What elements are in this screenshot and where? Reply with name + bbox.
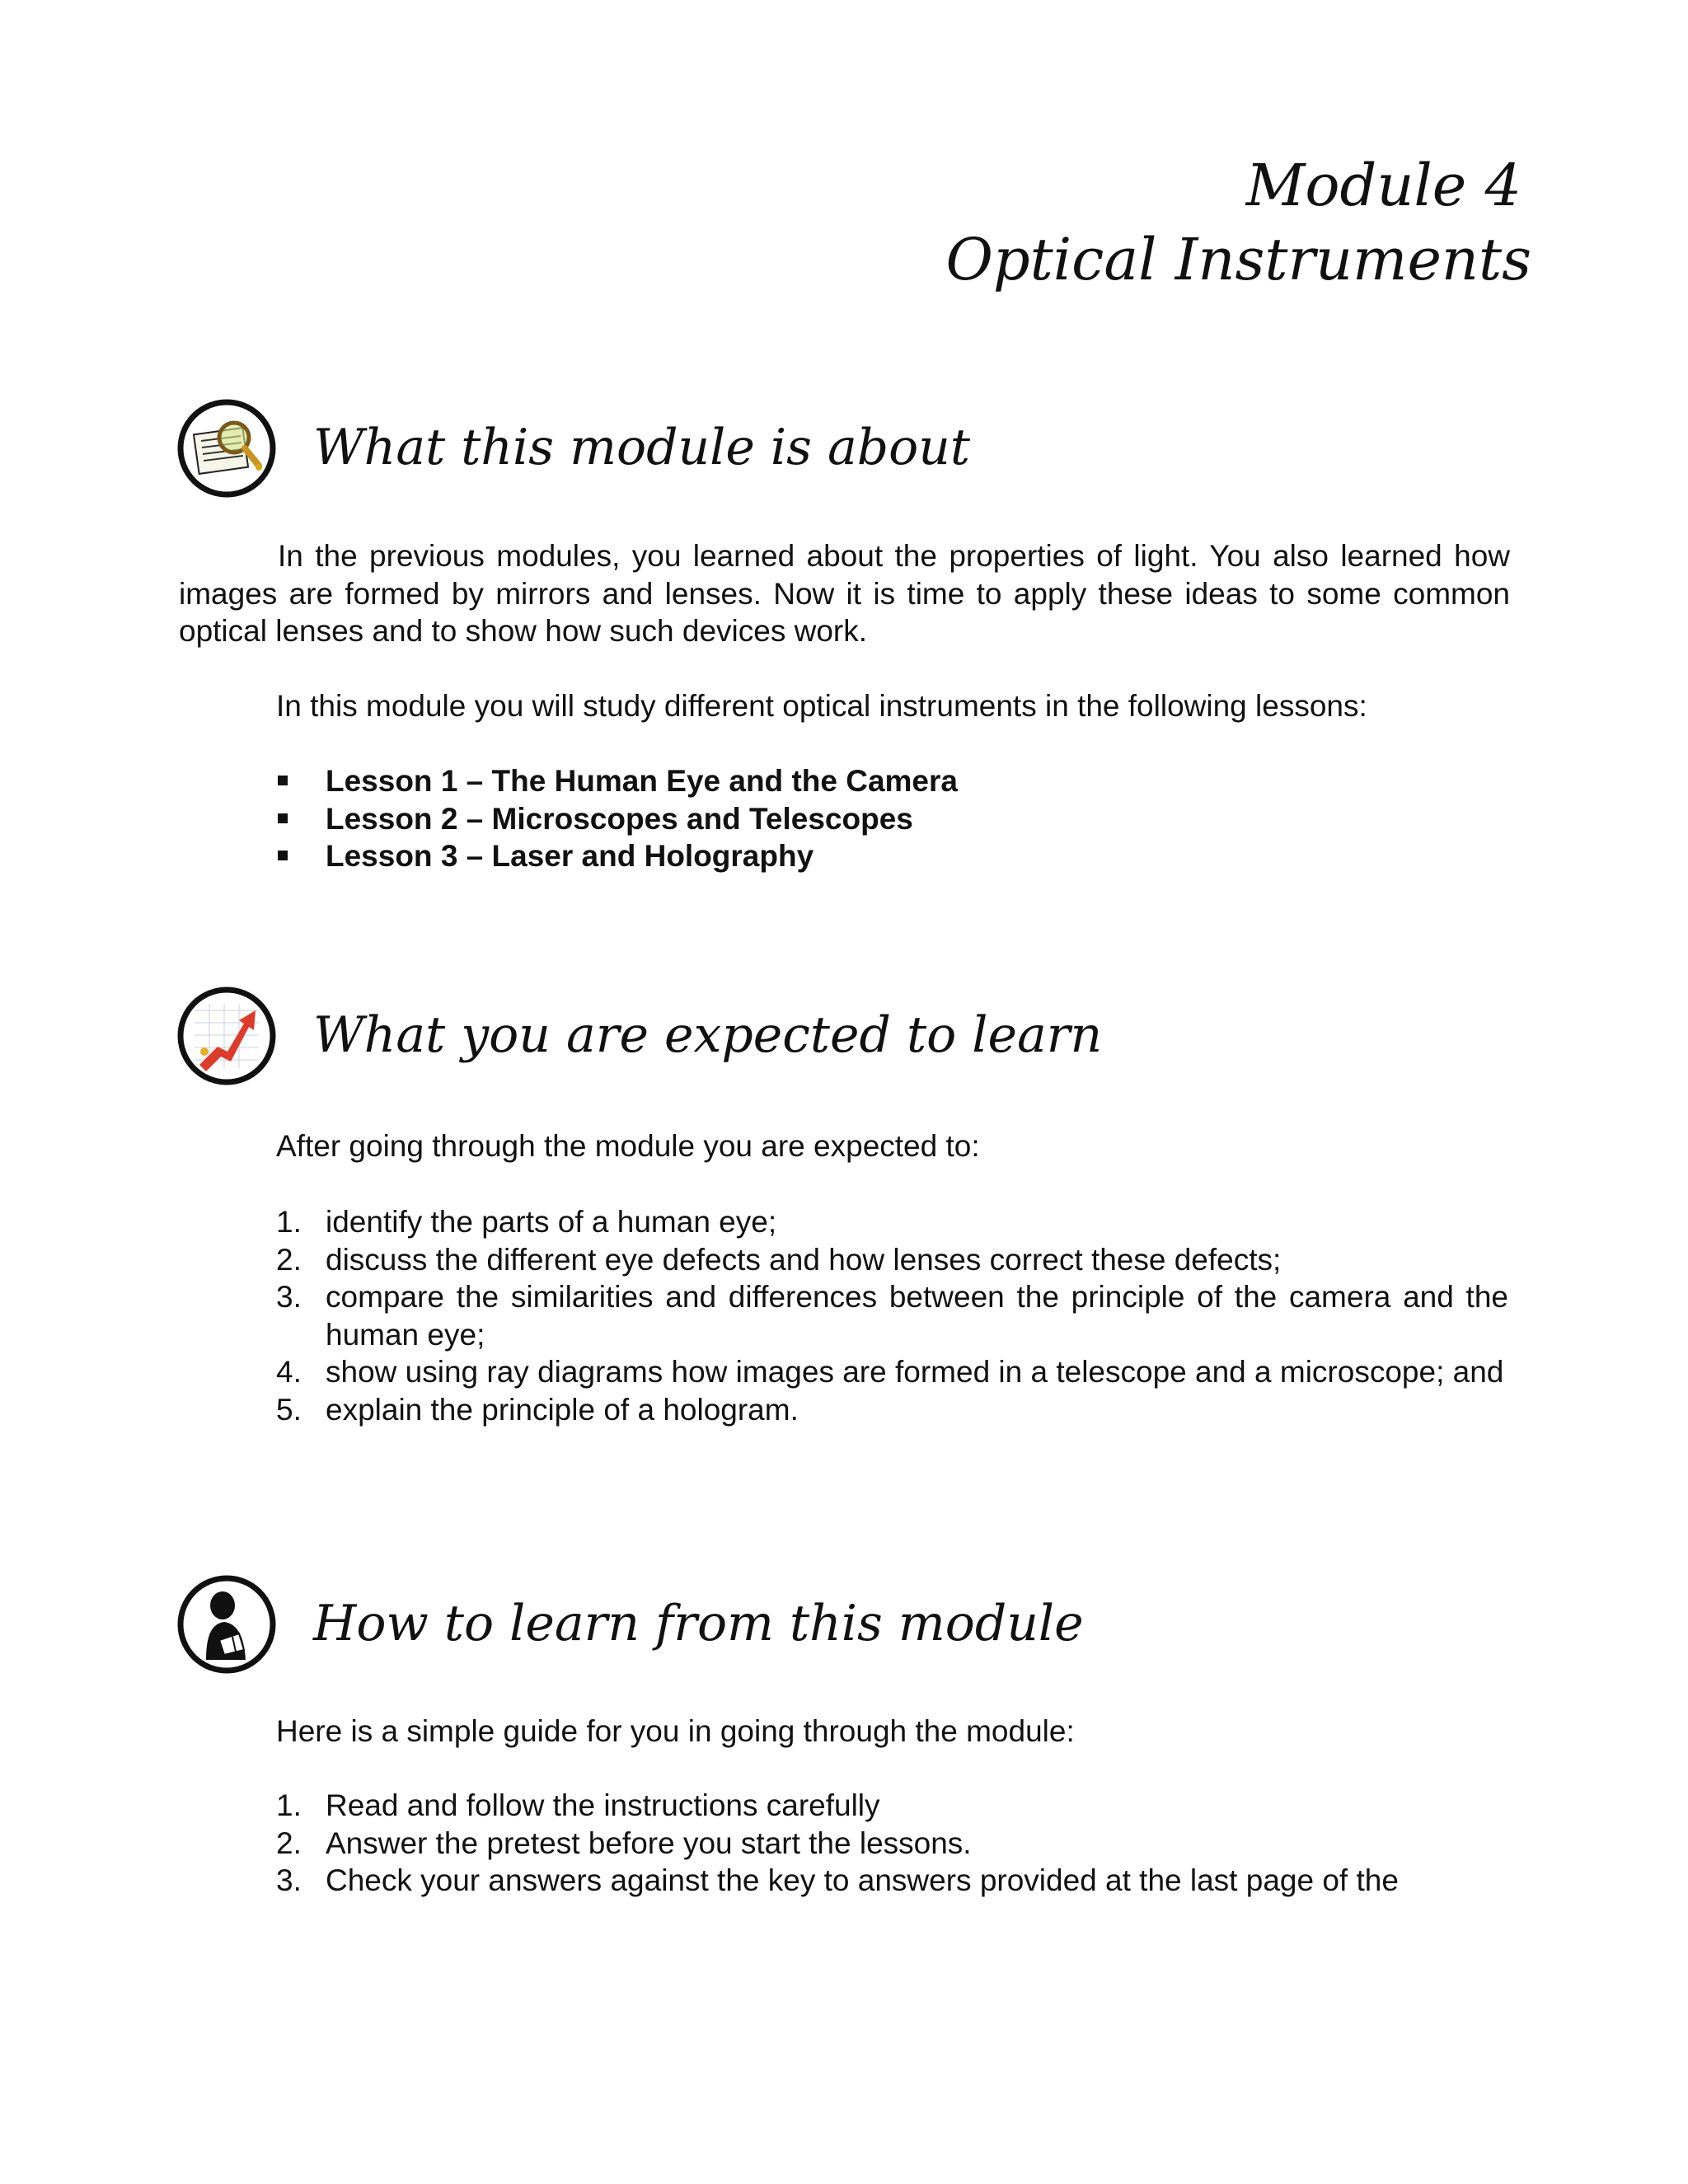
about-paragraph-2: In this module you will study different optical instruments in the following lessons: bbox=[276, 689, 1367, 723]
about-paragraph-1: In the previous modules, you learned about the properties of light. You also learned how images are formed by mirrors and lenses. Now it is time to apply these ideas to some common optical lenses and to show how such devices work. bbox=[179, 539, 1510, 648]
list-item: 2. Answer the pretest before you start the lessons. bbox=[276, 1825, 972, 1860]
section-about-title: What this module is about bbox=[313, 419, 971, 476]
list-item: Lesson 1 – The Human Eye and the Camera bbox=[276, 762, 958, 800]
page-title bbox=[945, 148, 1531, 297]
lessons-list bbox=[276, 762, 958, 875]
list-item: Lesson 2 – Microscopes and Telescopes bbox=[276, 800, 958, 838]
rising-arrow-chart-icon bbox=[176, 986, 277, 1086]
list-item: Lesson 3 – Laser and Holography bbox=[276, 837, 958, 875]
section-how-to-title: How to learn from this module bbox=[313, 1595, 1084, 1652]
bullet-square-icon bbox=[278, 813, 288, 823]
bullet-square-icon bbox=[278, 851, 288, 860]
section-how-to-heading bbox=[173, 1574, 1533, 1690]
expected-intro: After going through the module you are expected to: bbox=[276, 1129, 980, 1163]
person-reading-icon bbox=[176, 1574, 277, 1675]
list-item: 4. show using ray diagrams how images are formed in a telescope and a microscope; and bbox=[276, 1355, 1504, 1389]
list-item: 1. Read and follow the instructions carefully bbox=[276, 1788, 880, 1822]
section-about-heading bbox=[173, 398, 1533, 513]
list-item: 5. explain the principle of a hologram. bbox=[276, 1392, 799, 1427]
magnifier-document-icon bbox=[176, 398, 277, 499]
module-title: Optical Instruments bbox=[945, 226, 1531, 293]
list-item: 3. Check your answers against the key to answers provided at the last page of the bbox=[276, 1863, 1399, 1897]
module-label: Module 4 bbox=[1245, 152, 1522, 219]
list-item: 3. compare the similarities and differences between the principle of the camera and the human eye; bbox=[276, 1280, 1508, 1352]
section-expected-heading bbox=[173, 986, 1533, 1101]
section-expected-title: What you are expected to learn bbox=[313, 1006, 1103, 1064]
list-item: 2. discuss the different eye defects and how lenses correct these defects; bbox=[276, 1242, 1282, 1277]
steps-list bbox=[276, 1787, 1508, 1900]
list-item: 1. identify the parts of a human eye; bbox=[276, 1205, 777, 1239]
objectives-list bbox=[276, 1203, 1508, 1428]
how-to-intro: Here is a simple guide for you in going through the module: bbox=[276, 1714, 1075, 1748]
bullet-square-icon bbox=[278, 776, 288, 785]
